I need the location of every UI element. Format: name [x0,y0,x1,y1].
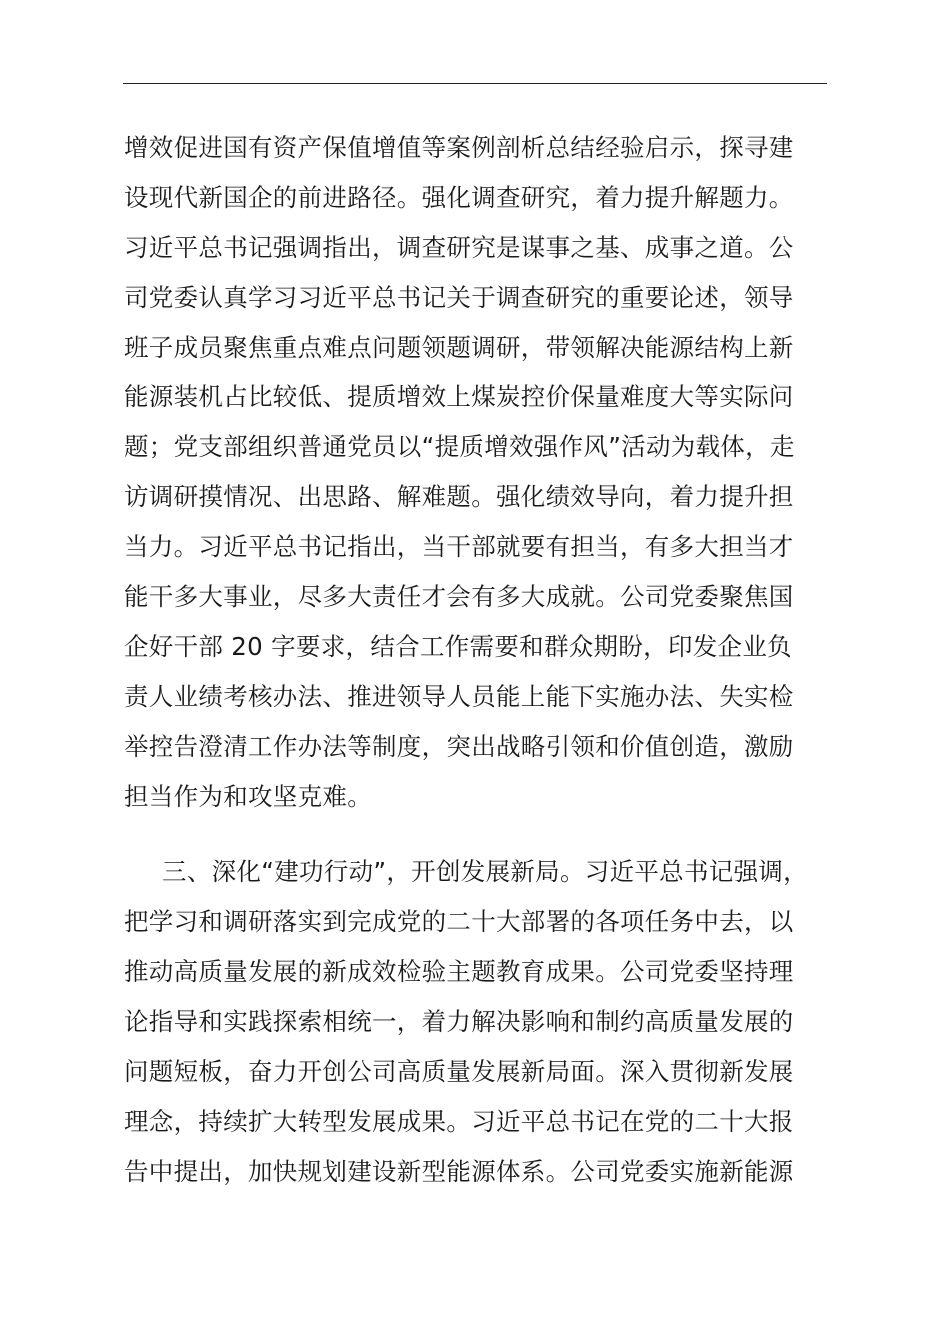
text-line: 担当作为和攻坚克难。 [124,781,372,811]
text-line: 告中提出，加快规划建设新型能源体系。公司党委实施新能源 [124,1156,794,1186]
text-line: 设现代新国企的前进路径。强化调查研究，着力提升解题力。 [124,182,794,212]
text-line: 访调研摸情况、出思路、解难题。强化绩效导向，着力提升担 [124,482,794,512]
text-line: 论指导和实践探索相统一，着力解决影响和制约高质量发展的 [124,1007,794,1037]
body-text [124,123,844,1197]
text-line: 推动高质量发展的新成效检验主题教育成果。公司党委坚持理 [124,957,794,987]
text-line: 企好干部 20 字要求，结合工作需要和群众期盼，印发企业负 [124,631,792,661]
text-line: 能干多大事业，尽多大责任才会有多大成就。公司党委聚焦国 [124,582,794,612]
text-line: 能源装机占比较低、提质增效上煤炭控价保量难度大等实际问 [124,382,794,412]
text-line: 当力。习近平总书记指出，当干部就要有担当，有多大担当才 [124,532,794,562]
header-rule [123,83,827,84]
text-line: 把学习和调研落实到完成党的二十大部署的各项任务中去，以 [124,907,794,937]
text-line: 责人业绩考核办法、推进领导人员能上能下实施办法、失实检 [124,681,794,711]
text-line: 班子成员聚焦重点难点问题领题调研，带领解决能源结构上新 [124,332,794,362]
paragraph-1 [124,123,844,821]
text-line: 题；党支部组织普通党员以“提质增效强作风”活动为载体，走 [124,432,795,462]
section-heading-line: 三、深化“建功行动”，开创发展新局。习近平总书记强调， [162,857,808,887]
text-line: 增效促进国有资产保值增值等案例剖析总结经验启示，探寻建 [124,133,794,162]
text-line: 问题短板，奋力开创公司高质量发展新局面。深入贯彻新发展 [124,1057,794,1087]
text-line: 司党委认真学习习近平总书记关于调查研究的重要论述，领导 [124,282,794,312]
text-line: 习近平总书记强调指出，调查研究是谋事之基、成事之道。公 [124,232,794,262]
text-line: 举控告澄清工作办法等制度，突出战略引领和价值创造，激励 [124,731,794,761]
paragraph-gap [124,821,844,847]
text-line: 理念，持续扩大转型发展成果。习近平总书记在党的二十大报 [124,1106,794,1136]
paragraph-2 [124,847,844,1196]
